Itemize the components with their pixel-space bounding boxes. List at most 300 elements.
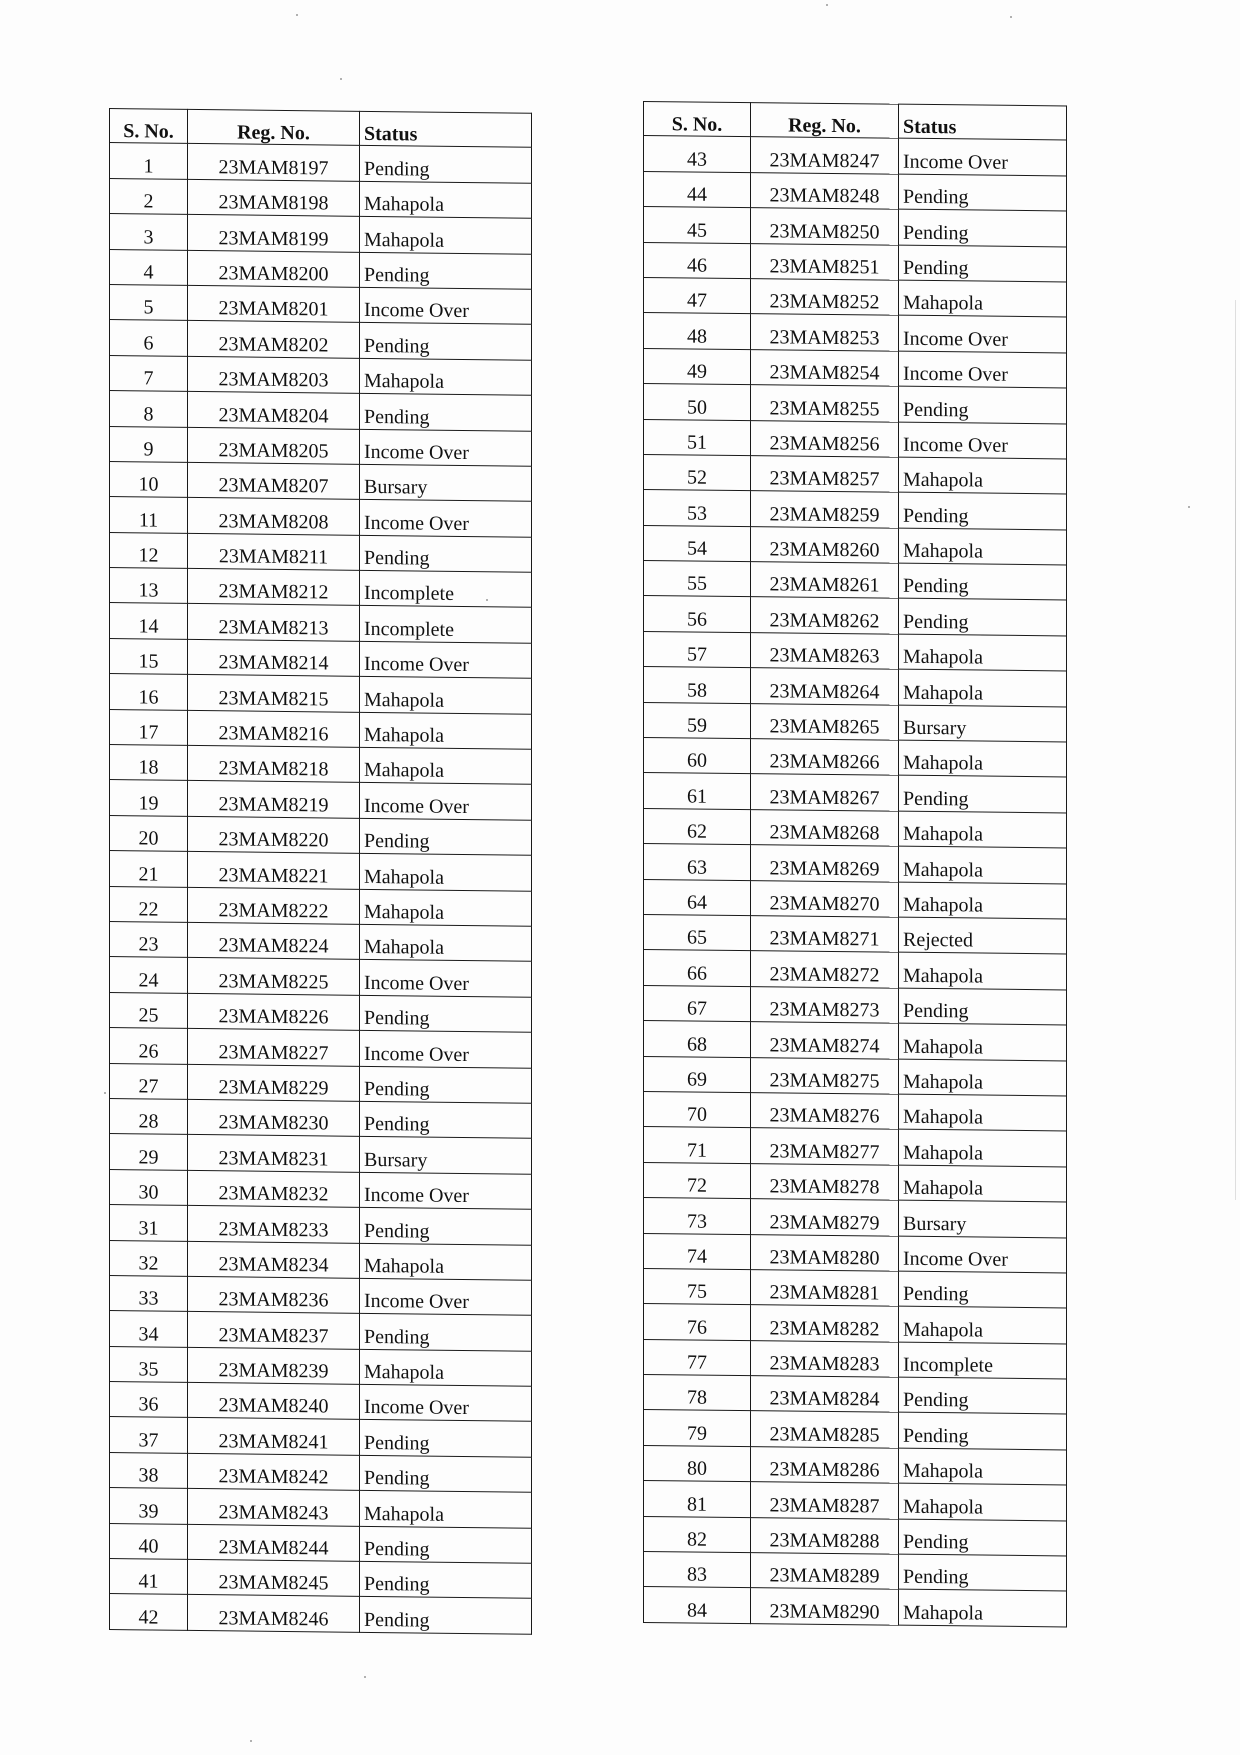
cell-registration-number: 23MAM8203	[188, 356, 360, 393]
cell-status: Incomplete	[360, 606, 532, 643]
table-row	[110, 1240, 532, 1280]
cell-serial-number: 42	[110, 1594, 188, 1630]
cell-serial-number: 10	[110, 461, 188, 497]
cell-registration-number: 23MAM8241	[188, 1418, 360, 1455]
table-row	[110, 214, 532, 254]
cell-serial-number: 78	[644, 1375, 751, 1412]
cell-registration-number: 23MAM8252	[751, 279, 899, 316]
table-row	[644, 561, 1067, 601]
cell-serial-number: 80	[644, 1445, 751, 1482]
cell-serial-number: 26	[110, 1028, 188, 1064]
cell-status: Income Over	[899, 316, 1067, 353]
table-row	[644, 1198, 1067, 1238]
table-row	[110, 780, 532, 820]
cell-serial-number: 53	[644, 490, 751, 527]
cell-status: Bursary	[899, 1200, 1067, 1237]
cell-registration-number: 23MAM8219	[188, 781, 360, 818]
cell-registration-number: 23MAM8245	[188, 1559, 360, 1596]
cell-registration-number: 23MAM8251	[751, 243, 899, 280]
table-row	[110, 497, 532, 537]
cell-serial-number: 11	[110, 497, 188, 533]
table-row	[110, 1205, 532, 1245]
cell-status: Mahapola	[360, 747, 532, 784]
table-row	[110, 568, 532, 608]
cell-registration-number: 23MAM8216	[188, 710, 360, 747]
cell-serial-number: 46	[644, 242, 751, 279]
cell-registration-number: 23MAM8286	[751, 1446, 899, 1483]
table-row	[644, 1056, 1067, 1096]
cell-status: Pending	[360, 252, 532, 289]
cell-status: Pending	[899, 1377, 1067, 1414]
table-row	[110, 143, 532, 183]
cell-registration-number: 23MAM8204	[188, 392, 360, 429]
cell-serial-number: 1	[110, 143, 188, 179]
cell-serial-number: 44	[644, 171, 751, 208]
cell-serial-number: 14	[110, 603, 188, 639]
cell-status: Income Over	[899, 422, 1067, 459]
cell-registration-number: 23MAM8215	[188, 675, 360, 712]
cell-registration-number: 23MAM8278	[751, 1163, 899, 1200]
table-row	[644, 773, 1067, 813]
cell-serial-number: 38	[110, 1452, 188, 1488]
cell-serial-number: 67	[644, 985, 751, 1022]
cell-registration-number: 23MAM8288	[751, 1517, 899, 1554]
cell-status: Pending	[360, 1207, 532, 1244]
cell-registration-number: 23MAM8237	[188, 1312, 360, 1349]
table-row	[644, 808, 1067, 848]
table-row	[110, 1417, 532, 1457]
table-row	[110, 815, 532, 855]
table-row	[644, 596, 1067, 636]
cell-registration-number: 23MAM8199	[188, 215, 360, 252]
cell-serial-number: 24	[110, 957, 188, 993]
cell-registration-number: 23MAM8287	[751, 1482, 899, 1519]
cell-registration-number: 23MAM8277	[751, 1128, 899, 1165]
cell-status: Income Over	[360, 1030, 532, 1067]
table-row	[644, 1410, 1067, 1450]
cell-registration-number: 23MAM8205	[188, 427, 360, 464]
table-row	[110, 886, 532, 926]
cell-serial-number: 37	[110, 1417, 188, 1453]
cell-status: Mahapola	[899, 669, 1067, 706]
table-row	[110, 1594, 532, 1634]
cell-registration-number: 23MAM8269	[751, 845, 899, 882]
cell-status: Income Over	[360, 287, 532, 324]
cell-registration-number: 23MAM8226	[188, 993, 360, 1030]
cell-registration-number: 23MAM8224	[188, 922, 360, 959]
table-row	[644, 242, 1067, 282]
registration-table-left	[109, 108, 532, 1635]
cell-registration-number: 23MAM8280	[751, 1234, 899, 1271]
cell-status: Income Over	[899, 1236, 1067, 1273]
cell-status: Mahapola	[360, 358, 532, 395]
cell-registration-number: 23MAM8208	[188, 498, 360, 535]
cell-status: Incomplete	[899, 1342, 1067, 1379]
cell-registration-number: 23MAM8289	[751, 1553, 899, 1590]
cell-registration-number: 23MAM8284	[751, 1376, 899, 1413]
table-row	[110, 1346, 532, 1386]
cell-serial-number: 52	[644, 454, 751, 491]
cell-serial-number: 43	[644, 136, 751, 173]
cell-status: Pending	[899, 492, 1067, 529]
cell-serial-number: 27	[110, 1063, 188, 1099]
cell-registration-number: 23MAM8267	[751, 774, 899, 811]
table-row	[644, 1445, 1067, 1485]
table-row	[110, 957, 532, 997]
table-row	[644, 1552, 1067, 1592]
table-row	[644, 985, 1067, 1025]
cell-registration-number: 23MAM8197	[188, 144, 360, 181]
table-row	[644, 950, 1067, 990]
cell-status: Income Over	[360, 960, 532, 997]
cell-status: Mahapola	[899, 1483, 1067, 1520]
table-row	[110, 1523, 532, 1563]
cell-status: Mahapola	[899, 846, 1067, 883]
cell-serial-number: 65	[644, 914, 751, 951]
table-row	[110, 1169, 532, 1209]
table-row	[644, 171, 1067, 211]
cell-registration-number: 23MAM8221	[188, 852, 360, 889]
cell-registration-number: 23MAM8234	[188, 1241, 360, 1278]
cell-serial-number: 54	[644, 525, 751, 562]
cell-registration-number: 23MAM8202	[188, 321, 360, 358]
cell-registration-number: 23MAM8231	[188, 1135, 360, 1172]
scan-edge-shadow	[1235, 300, 1236, 1200]
cell-serial-number: 55	[644, 561, 751, 598]
cell-serial-number: 57	[644, 631, 751, 668]
cell-status: Mahapola	[899, 811, 1067, 848]
cell-status: Mahapola	[899, 1590, 1067, 1627]
table-row	[644, 277, 1067, 317]
header-registration-number: Reg. No.	[751, 103, 899, 139]
cell-status: Pending	[360, 1561, 532, 1598]
cell-registration-number: 23MAM8218	[188, 745, 360, 782]
cell-status: Pending	[899, 988, 1067, 1025]
cell-serial-number: 82	[644, 1516, 751, 1553]
table-row	[644, 1233, 1067, 1273]
cell-serial-number: 64	[644, 879, 751, 916]
cell-status: Mahapola	[899, 280, 1067, 317]
table-row	[110, 1559, 532, 1599]
table-row	[644, 667, 1067, 707]
table-row	[644, 419, 1067, 459]
cell-status: Income Over	[360, 500, 532, 537]
cell-status: Mahapola	[899, 634, 1067, 671]
cell-status: Pending	[360, 1455, 532, 1492]
table-row	[110, 1063, 532, 1103]
cell-serial-number: 18	[110, 745, 188, 781]
table-row	[644, 1021, 1067, 1061]
cell-status: Pending	[360, 1314, 532, 1351]
cell-status: Bursary	[899, 705, 1067, 742]
cell-registration-number: 23MAM8253	[751, 314, 899, 351]
table-row	[644, 207, 1067, 247]
cell-serial-number: 22	[110, 886, 188, 922]
cell-serial-number: 56	[644, 596, 751, 633]
table-row	[644, 738, 1067, 778]
table-row	[644, 1304, 1067, 1344]
table-row	[110, 1452, 532, 1492]
cell-registration-number: 23MAM8233	[188, 1206, 360, 1243]
table-row	[110, 1134, 532, 1174]
cell-status: Pending	[899, 776, 1067, 813]
table-row	[644, 914, 1067, 954]
table-row	[110, 921, 532, 961]
cell-registration-number: 23MAM8247	[751, 137, 899, 174]
table-row	[644, 1516, 1067, 1556]
cell-status: Pending	[360, 323, 532, 360]
table-row	[644, 844, 1067, 884]
cell-registration-number: 23MAM8259	[751, 491, 899, 528]
cell-registration-number: 23MAM8265	[751, 703, 899, 740]
cell-serial-number: 50	[644, 384, 751, 421]
table-row	[644, 1587, 1067, 1627]
cell-serial-number: 75	[644, 1268, 751, 1305]
cell-registration-number: 23MAM8264	[751, 668, 899, 705]
cell-serial-number: 70	[644, 1091, 751, 1128]
cell-registration-number: 23MAM8200	[188, 250, 360, 287]
cell-status: Mahapola	[899, 1059, 1067, 1096]
cell-status: Income Over	[360, 429, 532, 466]
cell-registration-number: 23MAM8207	[188, 462, 360, 499]
cell-serial-number: 71	[644, 1127, 751, 1164]
cell-registration-number: 23MAM8263	[751, 632, 899, 669]
cell-registration-number: 23MAM8214	[188, 639, 360, 676]
cell-registration-number: 23MAM8290	[751, 1588, 899, 1625]
cell-status: Mahapola	[360, 677, 532, 714]
cell-serial-number: 72	[644, 1162, 751, 1199]
cell-status: Pending	[360, 535, 532, 572]
table-row	[110, 1488, 532, 1528]
cell-registration-number: 23MAM8222	[188, 887, 360, 924]
cell-status: Rejected	[899, 917, 1067, 954]
cell-serial-number: 25	[110, 992, 188, 1028]
cell-status: Bursary	[360, 1137, 532, 1174]
cell-serial-number: 28	[110, 1098, 188, 1134]
cell-serial-number: 47	[644, 277, 751, 314]
cell-status: Income Over	[360, 1172, 532, 1209]
cell-serial-number: 48	[644, 313, 751, 350]
cell-registration-number: 23MAM8236	[188, 1276, 360, 1313]
cell-registration-number: 23MAM8244	[188, 1524, 360, 1561]
table-row	[644, 702, 1067, 742]
cell-serial-number: 8	[110, 391, 188, 427]
table-row	[644, 490, 1067, 530]
cell-status: Income Over	[360, 641, 532, 678]
table-row	[110, 1382, 532, 1422]
cell-registration-number: 23MAM8274	[751, 1022, 899, 1059]
cell-registration-number: 23MAM8230	[188, 1099, 360, 1136]
header-status: Status	[899, 104, 1067, 140]
table-row	[110, 284, 532, 324]
cell-serial-number: 33	[110, 1275, 188, 1311]
cell-serial-number: 76	[644, 1304, 751, 1341]
table-row	[110, 461, 532, 501]
cell-serial-number: 32	[110, 1240, 188, 1276]
cell-serial-number: 35	[110, 1346, 188, 1382]
cell-registration-number: 23MAM8211	[188, 533, 360, 570]
cell-registration-number: 23MAM8276	[751, 1093, 899, 1130]
cell-serial-number: 13	[110, 568, 188, 604]
table-row	[110, 426, 532, 466]
cell-serial-number: 51	[644, 419, 751, 456]
cell-registration-number: 23MAM8260	[751, 526, 899, 563]
header-serial-number: S. No.	[110, 109, 188, 144]
cell-serial-number: 66	[644, 950, 751, 987]
cell-serial-number: 7	[110, 355, 188, 391]
cell-serial-number: 31	[110, 1205, 188, 1241]
cell-registration-number: 23MAM8213	[188, 604, 360, 641]
table-row	[110, 745, 532, 785]
table-row	[110, 603, 532, 643]
cell-serial-number: 74	[644, 1233, 751, 1270]
cell-serial-number: 6	[110, 320, 188, 356]
cell-status: Mahapola	[899, 740, 1067, 777]
cell-serial-number: 5	[110, 284, 188, 320]
cell-status: Mahapola	[360, 854, 532, 891]
header-serial-number: S. No.	[644, 102, 751, 138]
cell-registration-number: 23MAM8257	[751, 456, 899, 493]
cell-status: Mahapola	[360, 1349, 532, 1386]
table-row	[644, 313, 1067, 353]
cell-registration-number: 23MAM8283	[751, 1340, 899, 1377]
cell-status: Mahapola	[899, 1165, 1067, 1202]
cell-serial-number: 39	[110, 1488, 188, 1524]
table-row	[644, 1162, 1067, 1202]
cell-registration-number: 23MAM8229	[188, 1064, 360, 1101]
cell-status: Pending	[899, 1413, 1067, 1450]
cell-serial-number: 49	[644, 348, 751, 385]
table-row	[644, 631, 1067, 671]
cell-serial-number: 23	[110, 921, 188, 957]
registration-table-right	[643, 101, 1067, 1627]
cell-serial-number: 17	[110, 709, 188, 745]
cell-status: Income Over	[360, 783, 532, 820]
cell-serial-number: 62	[644, 808, 751, 845]
table-row	[110, 355, 532, 395]
cell-registration-number: 23MAM8272	[751, 951, 899, 988]
cell-serial-number: 84	[644, 1587, 751, 1624]
cell-serial-number: 60	[644, 738, 751, 775]
cell-serial-number: 16	[110, 674, 188, 710]
cell-status: Income Over	[360, 1384, 532, 1421]
cell-status: Mahapola	[899, 1306, 1067, 1343]
cell-registration-number: 23MAM8225	[188, 958, 360, 995]
cell-serial-number: 58	[644, 667, 751, 704]
cell-registration-number: 23MAM8266	[751, 739, 899, 776]
cell-registration-number: 23MAM8279	[751, 1199, 899, 1236]
cell-serial-number: 73	[644, 1198, 751, 1235]
cell-serial-number: 20	[110, 815, 188, 851]
cell-serial-number: 41	[110, 1559, 188, 1595]
table-row	[110, 320, 532, 360]
header-status: Status	[360, 111, 532, 147]
cell-serial-number: 81	[644, 1481, 751, 1518]
cell-serial-number: 45	[644, 207, 751, 244]
table-row	[644, 454, 1067, 494]
table-row	[110, 709, 532, 749]
cell-status: Pending	[899, 563, 1067, 600]
cell-status: Pending	[360, 995, 532, 1032]
cell-serial-number: 40	[110, 1523, 188, 1559]
cell-status: Income Over	[360, 1278, 532, 1315]
table-row	[644, 1127, 1067, 1167]
cell-status: Pending	[899, 1554, 1067, 1591]
cell-status: Mahapola	[899, 528, 1067, 565]
cell-status: Mahapola	[360, 217, 532, 254]
cell-registration-number: 23MAM8261	[751, 562, 899, 599]
cell-status: Pending	[360, 1420, 532, 1457]
cell-serial-number: 9	[110, 426, 188, 462]
table-row	[644, 1481, 1067, 1521]
table-row	[644, 525, 1067, 565]
cell-serial-number: 59	[644, 702, 751, 739]
cell-registration-number: 23MAM8254	[751, 349, 899, 386]
cell-registration-number: 23MAM8198	[188, 179, 360, 216]
cell-serial-number: 36	[110, 1382, 188, 1418]
cell-serial-number: 2	[110, 178, 188, 214]
cell-status: Pending	[360, 818, 532, 855]
cell-status: Mahapola	[899, 953, 1067, 990]
cell-registration-number: 23MAM8227	[188, 1029, 360, 1066]
cell-serial-number: 68	[644, 1021, 751, 1058]
cell-serial-number: 21	[110, 851, 188, 887]
table-row	[644, 348, 1067, 388]
cell-status: Pending	[360, 393, 532, 430]
cell-registration-number: 23MAM8270	[751, 880, 899, 917]
cell-serial-number: 61	[644, 773, 751, 810]
cell-registration-number: 23MAM8240	[188, 1382, 360, 1419]
cell-registration-number: 23MAM8243	[188, 1489, 360, 1526]
cell-status: Pending	[899, 245, 1067, 282]
table-row	[110, 674, 532, 714]
cell-status: Pending	[899, 1519, 1067, 1556]
cell-serial-number: 29	[110, 1134, 188, 1170]
cell-registration-number: 23MAM8268	[751, 809, 899, 846]
cell-serial-number: 4	[110, 249, 188, 285]
cell-serial-number: 30	[110, 1169, 188, 1205]
cell-serial-number: 34	[110, 1311, 188, 1347]
cell-status: Mahapola	[899, 882, 1067, 919]
cell-registration-number: 23MAM8246	[188, 1595, 360, 1632]
table-row	[110, 249, 532, 289]
table-row	[110, 1028, 532, 1068]
cell-serial-number: 83	[644, 1552, 751, 1589]
cell-serial-number: 3	[110, 214, 188, 250]
table-row	[110, 1098, 532, 1138]
header-registration-number: Reg. No.	[188, 109, 360, 145]
cell-status: Pending	[360, 1597, 532, 1634]
table-row	[110, 1275, 532, 1315]
cell-serial-number: 79	[644, 1410, 751, 1447]
table-row	[644, 879, 1067, 919]
cell-status: Income Over	[899, 139, 1067, 176]
cell-registration-number: 23MAM8220	[188, 816, 360, 853]
cell-status: Mahapola	[360, 712, 532, 749]
cell-status: Pending	[360, 146, 532, 183]
cell-status: Mahapola	[899, 1448, 1067, 1485]
cell-status: Mahapola	[360, 1243, 532, 1280]
cell-registration-number: 23MAM8248	[751, 172, 899, 209]
table-row	[644, 136, 1067, 176]
cell-status: Pending	[899, 209, 1067, 246]
cell-status: Bursary	[360, 464, 532, 501]
cell-status: Pending	[899, 386, 1067, 423]
table-row	[644, 1091, 1067, 1131]
cell-status: Mahapola	[360, 1491, 532, 1528]
table-header-row	[110, 109, 532, 148]
cell-registration-number: 23MAM8242	[188, 1453, 360, 1490]
